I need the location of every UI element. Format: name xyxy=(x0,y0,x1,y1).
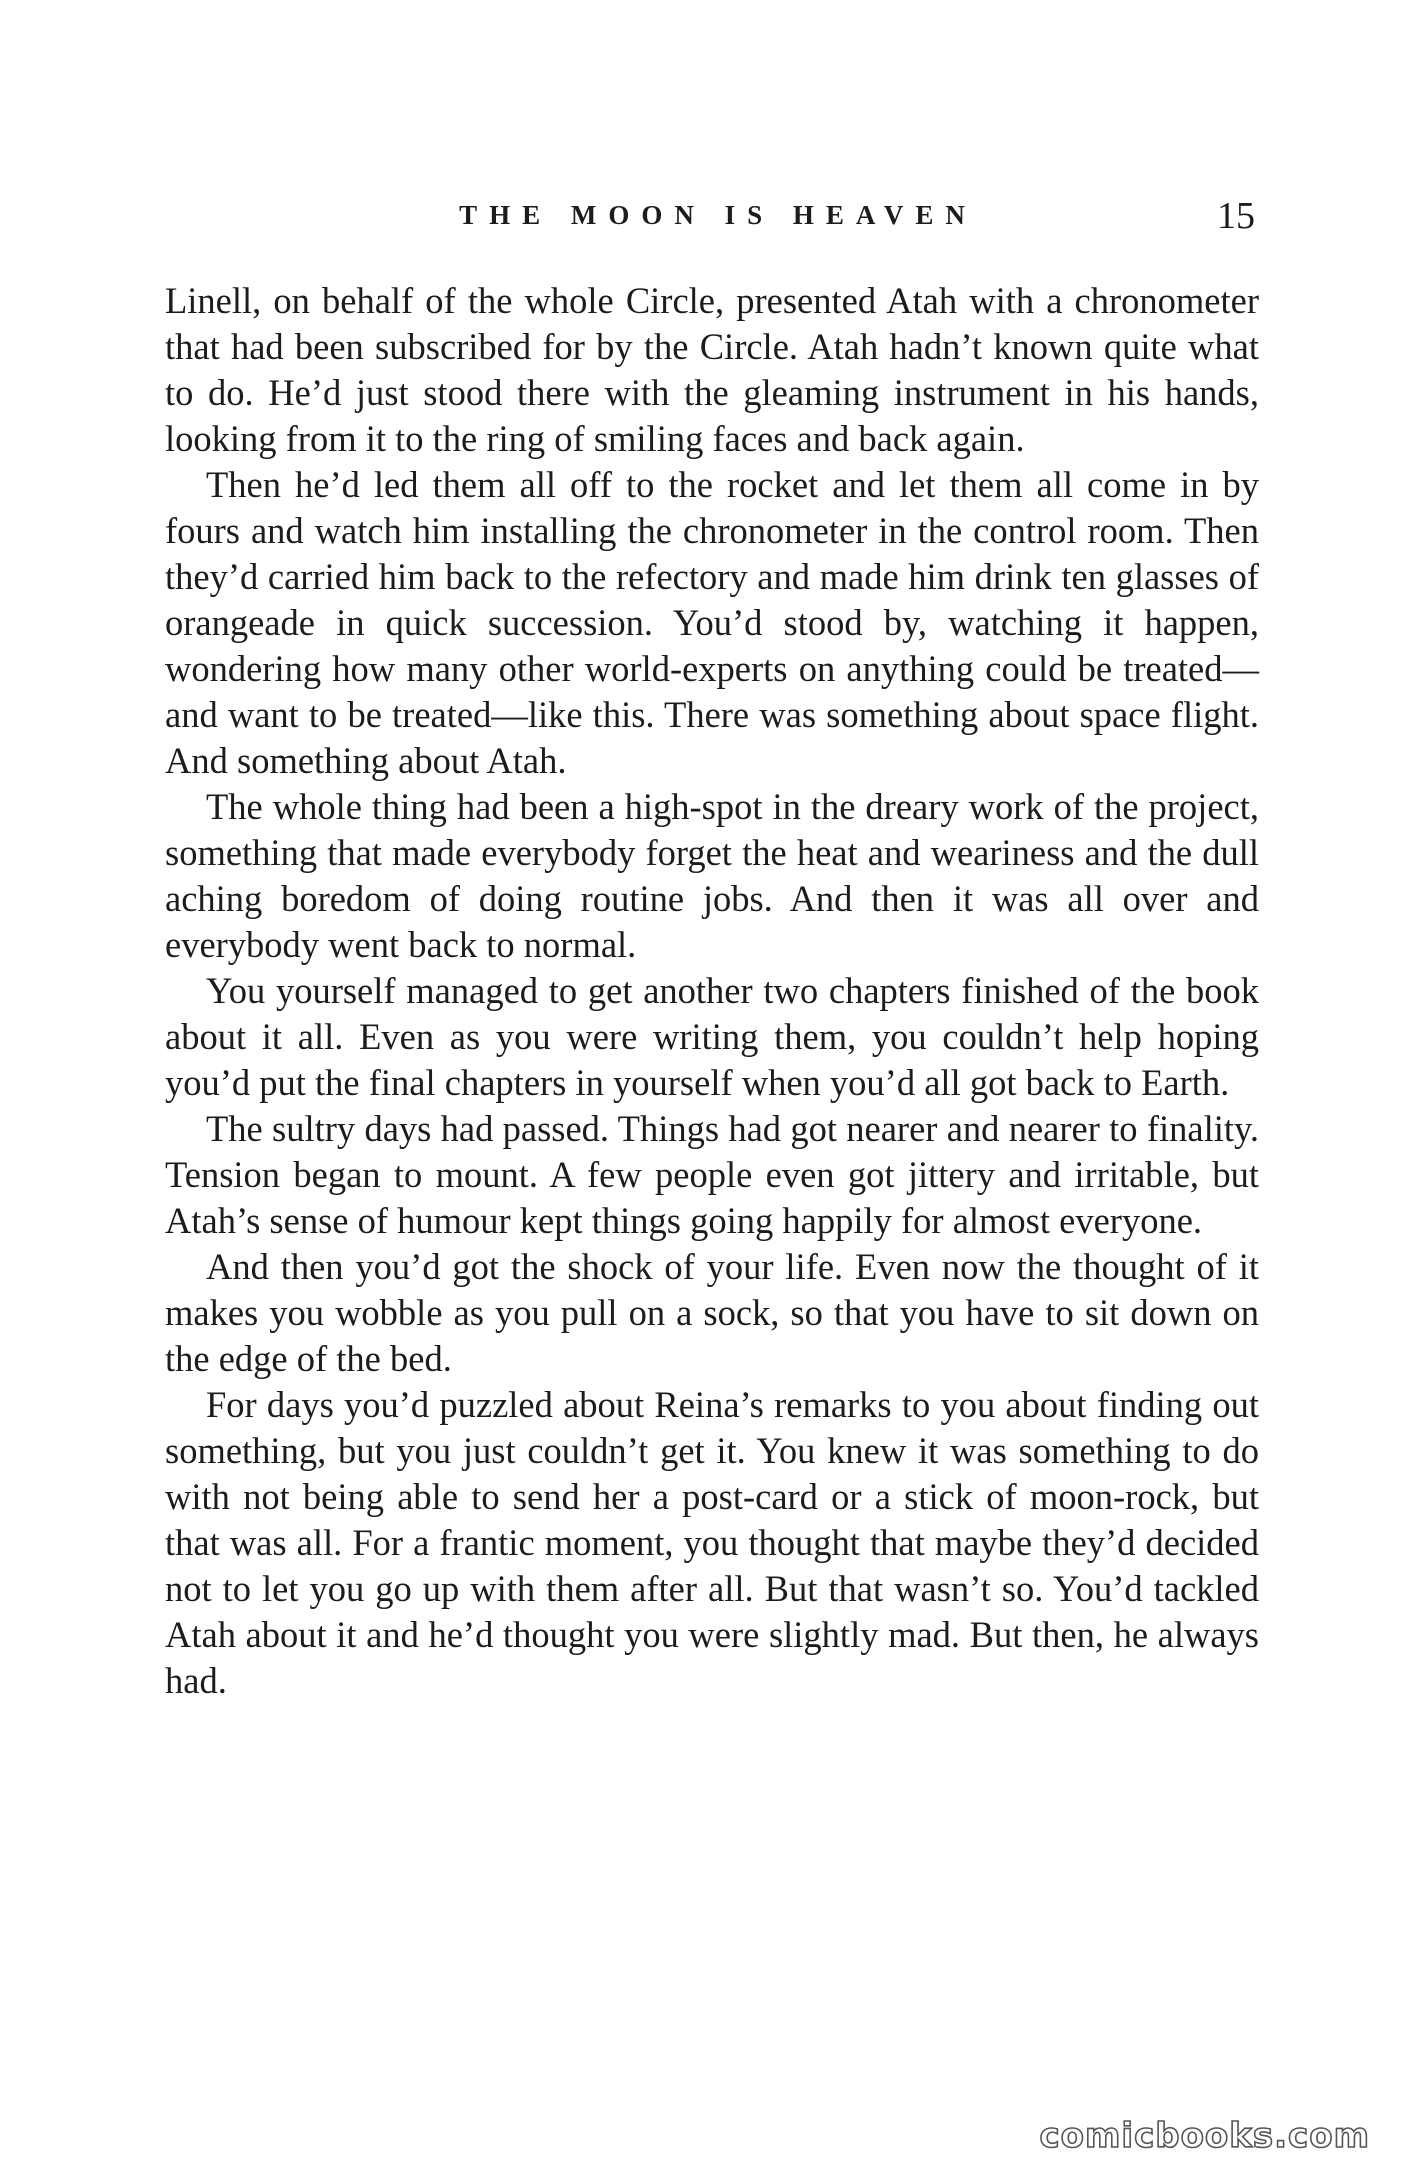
paragraph: For days you’d puzzled about Reina’s remarks to you about finding out something, but you just couldn’t get it. You knew it was something to do with not being able to send her a post-card or a stick of moon-rock, but that was all. For a frantic moment, you thought that maybe they’d decided not to let you go up with them after all. But that wasn’t so. You’d tackled Atah about it and he’d thought you were slightly mad. But then, he always had. xyxy=(165,1384,1259,1701)
paragraph: You yourself managed to get another two chapters finished of the book about it all. Even as you were writing them, you couldn’t help hoping you’d put the final chapters in yourself when you’d all got back to Earth. xyxy=(165,970,1259,1103)
paragraph: The sultry days had passed. Things had got nearer and nearer to finality. Tension began to mount. A few people even got jittery and irritable, but Atah’s sense of humour kept things going happily for almost everyone. xyxy=(165,1108,1259,1241)
running-head xyxy=(165,196,1259,246)
watermark: comicbooks.com xyxy=(1039,2116,1370,2156)
paragraph: Linell, on behalf of the whole Circle, presented Atah with a chronometer that had been subscribed for by the Circle. Atah hadn’t known quite what to do. He’d just stood there with the gleaming instrument in his hands, looking from it to the ring of smiling faces and back again. xyxy=(165,280,1259,459)
running-title: THE MOON IS HEAVEN xyxy=(459,200,977,230)
page-number: 15 xyxy=(1217,195,1255,237)
paragraph: The whole thing had been a high-spot in the dreary work of the project, something that made everybody forget the heat and weariness and the dull aching boredom of doing routine jobs. And then it was all over and everybody went back to normal. xyxy=(165,786,1259,965)
body-text xyxy=(165,278,1259,1704)
paragraph: And then you’d got the shock of your life. Even now the thought of it makes you wobble as you pull on a sock, so that you have to sit down on the edge of the bed. xyxy=(165,1246,1259,1379)
paragraph: Then he’d led them all off to the rocket and let them all come in by fours and watch him installing the chronometer in the control room. Then they’d carried him back to the refectory and made him drink ten glasses of orangeade in quick succession. You’d stood by, watching it happen, wondering how many other world-experts on anything could be treated—and want to be treated—like this. There was something about space flight. And something about Atah. xyxy=(165,464,1259,781)
